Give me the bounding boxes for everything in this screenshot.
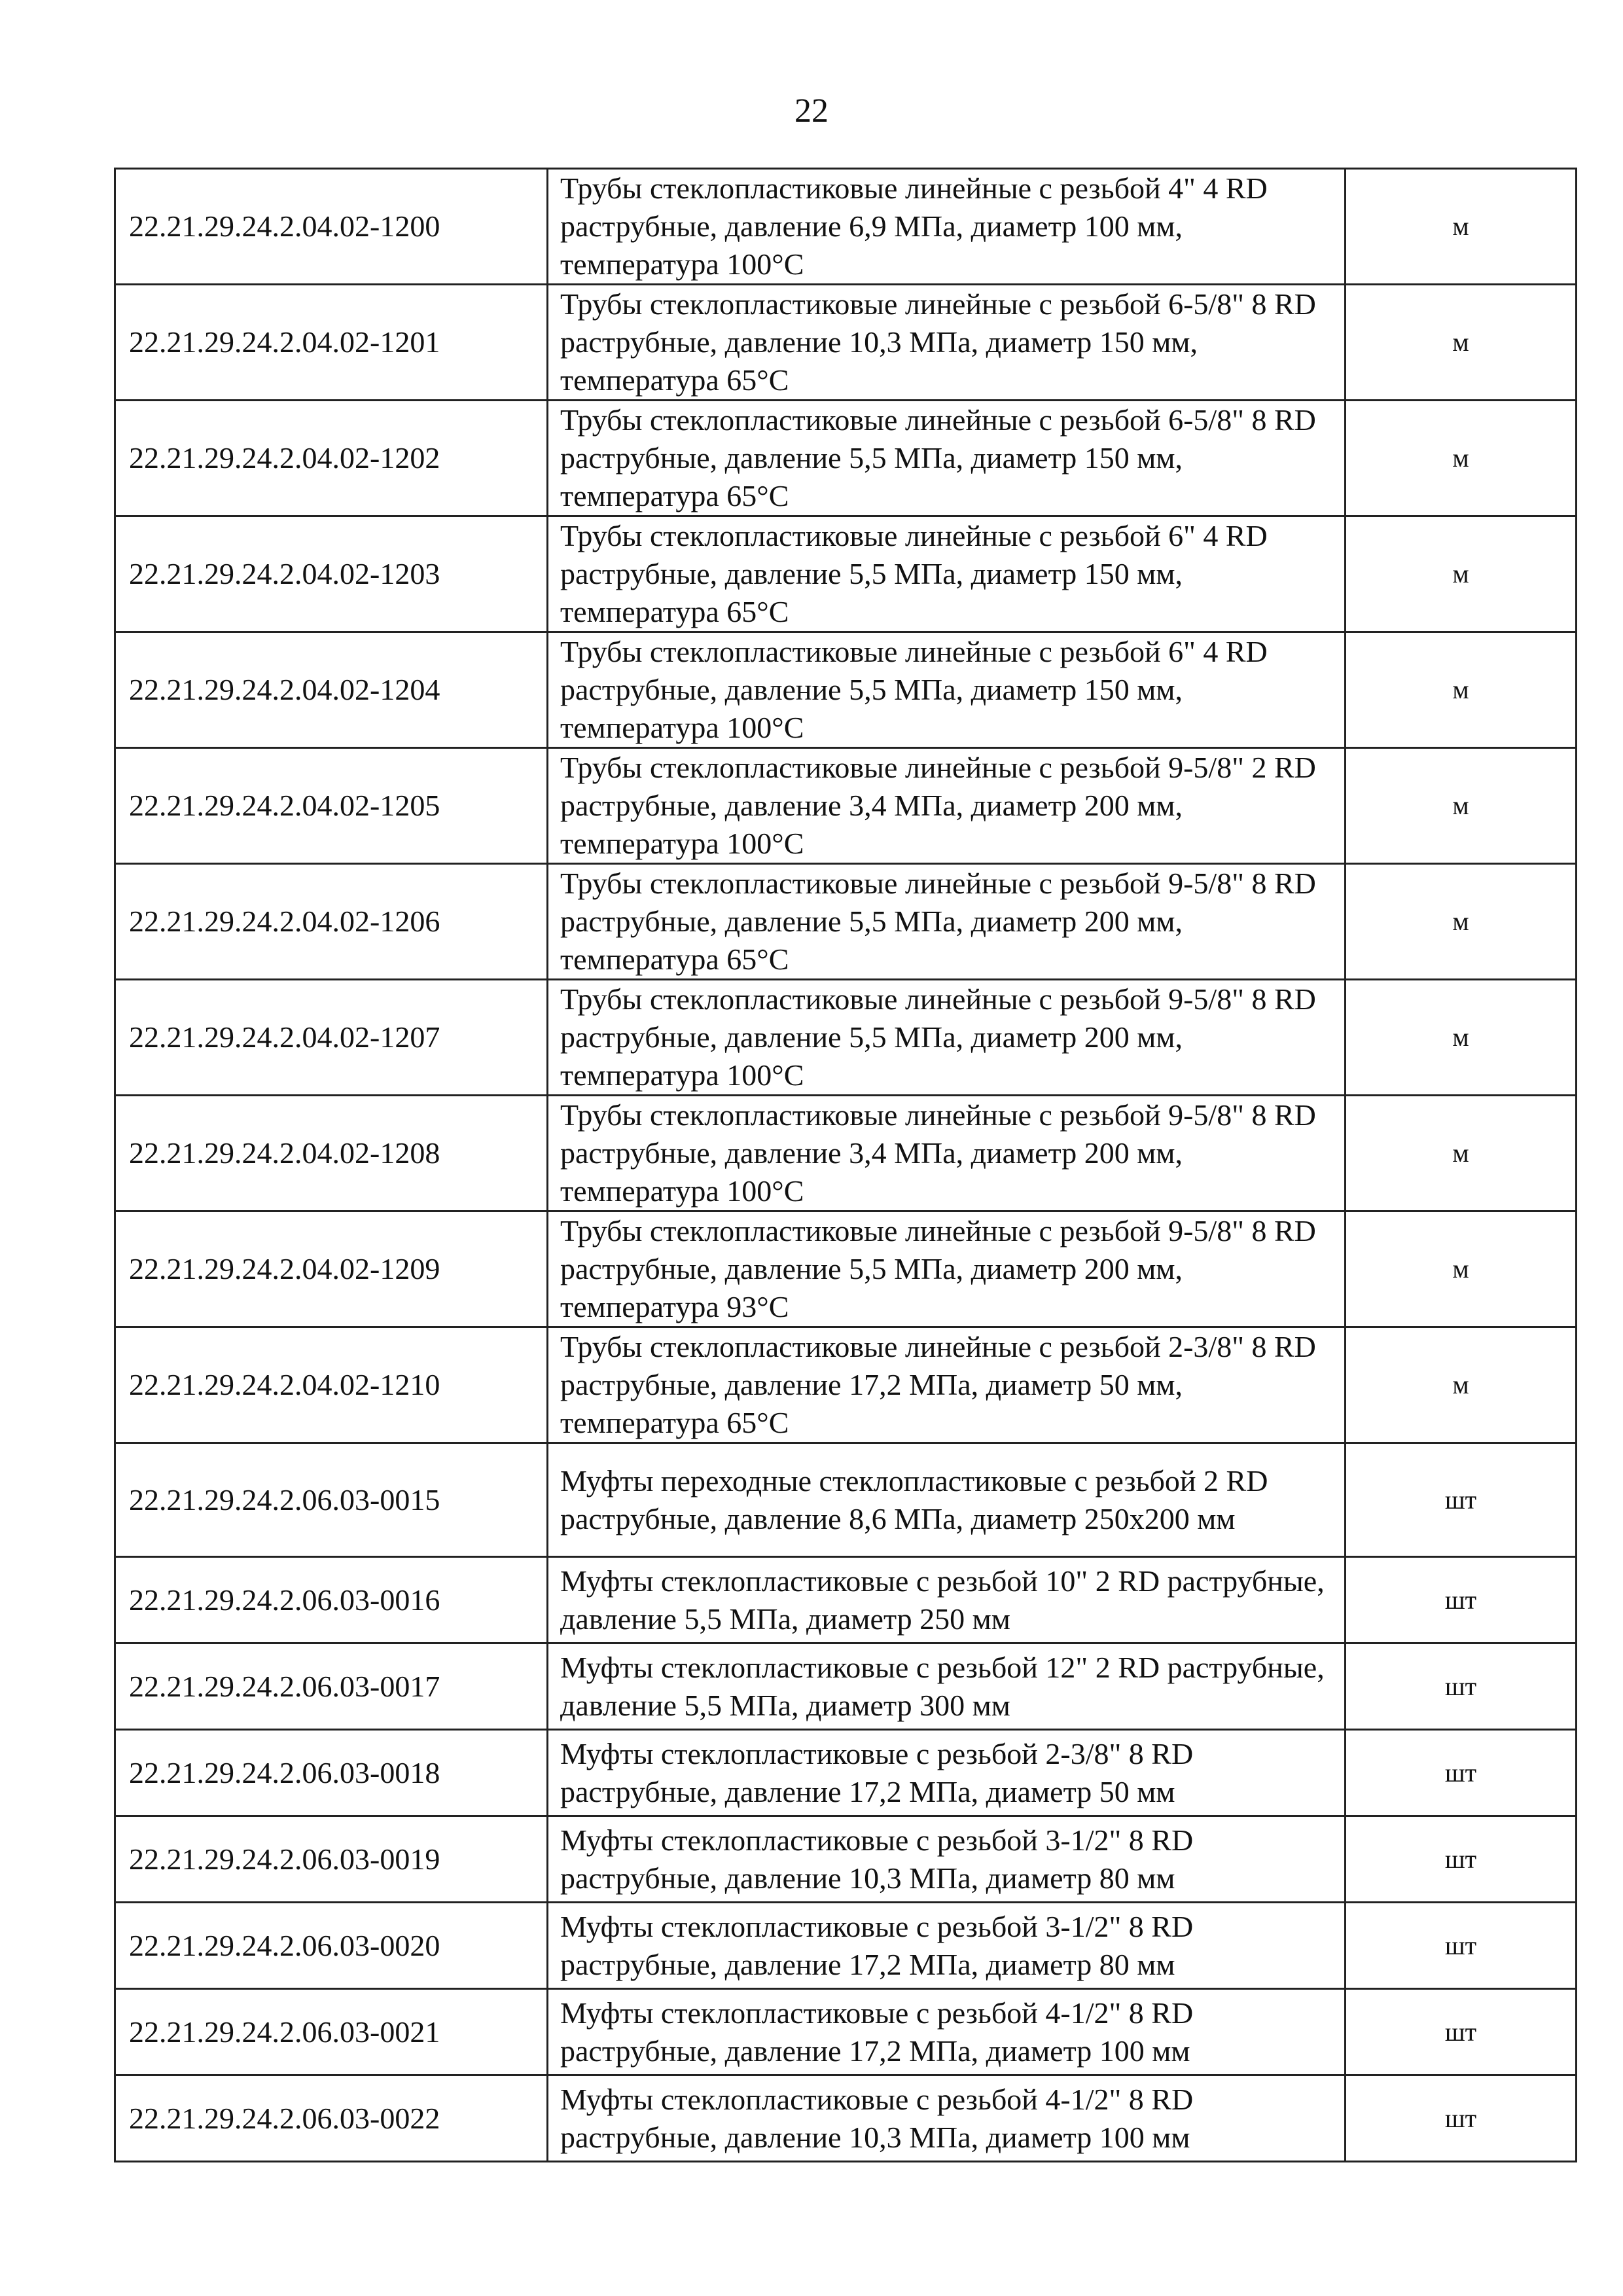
unit-cell: м (1346, 748, 1577, 864)
resource-table (114, 168, 1577, 2162)
table-row (115, 285, 1577, 401)
table-body (115, 169, 1577, 2162)
resource-code-cell: 22.21.29.24.2.06.03-0021 (115, 1989, 548, 2075)
unit-cell: м (1346, 401, 1577, 516)
unit-cell: шт (1346, 1557, 1577, 1643)
resource-description-cell: Трубы стеклопластиковые линейные с резьбой 4" 4 RD раструбные, давление 6,9 МПа, диаметр 100 мм, температура 100°С (548, 169, 1346, 285)
unit-cell: м (1346, 864, 1577, 980)
resource-description-cell: Трубы стеклопластиковые линейные с резьбой 9-5/8" 8 RD раструбные, давление 5,5 МПа, диаметр 200 мм, температура 65°С (548, 864, 1346, 980)
resource-code-cell: 22.21.29.24.2.06.03-0015 (115, 1443, 548, 1557)
table-row (115, 169, 1577, 285)
unit-cell: шт (1346, 1730, 1577, 1816)
resource-description-cell: Муфты стеклопластиковые с резьбой 12" 2 RD раструбные, давление 5,5 МПа, диаметр 300 мм (548, 1643, 1346, 1730)
resource-code-cell: 22.21.29.24.2.06.03-0020 (115, 1903, 548, 1989)
resource-description-cell: Трубы стеклопластиковые линейные с резьбой 6-5/8" 8 RD раструбные, давление 10,3 МПа, диаметр 150 мм, температура 65°С (548, 285, 1346, 401)
unit-cell: м (1346, 1211, 1577, 1327)
table-row (115, 401, 1577, 516)
resource-code-cell: 22.21.29.24.2.04.02-1204 (115, 632, 548, 748)
resource-code-cell: 22.21.29.24.2.04.02-1209 (115, 1211, 548, 1327)
unit-cell: м (1346, 285, 1577, 401)
resource-code-cell: 22.21.29.24.2.04.02-1202 (115, 401, 548, 516)
resource-description-cell: Трубы стеклопластиковые линейные с резьбой 6-5/8" 8 RD раструбные, давление 5,5 МПа, диаметр 150 мм, температура 65°С (548, 401, 1346, 516)
table-row (115, 632, 1577, 748)
resource-description-cell: Муфты стеклопластиковые с резьбой 4-1/2" 8 RD раструбные, давление 17,2 МПа, диаметр 100 мм (548, 1989, 1346, 2075)
table-row (115, 2075, 1577, 2162)
resource-description-cell: Муфты переходные стеклопластиковые с резьбой 2 RD раструбные, давление 8,6 МПа, диаметр 250x200 мм (548, 1443, 1346, 1557)
unit-cell: м (1346, 169, 1577, 285)
resource-description-cell: Муфты стеклопластиковые с резьбой 3-1/2" 8 RD раструбные, давление 17,2 МПа, диаметр 80 мм (548, 1903, 1346, 1989)
resource-description-cell: Трубы стеклопластиковые линейные с резьбой 9-5/8" 2 RD раструбные, давление 3,4 МПа, диаметр 200 мм, температура 100°С (548, 748, 1346, 864)
resource-code-cell: 22.21.29.24.2.04.02-1200 (115, 169, 548, 285)
unit-cell: м (1346, 1096, 1577, 1211)
resource-description-cell: Муфты стеклопластиковые с резьбой 3-1/2" 8 RD раструбные, давление 10,3 МПа, диаметр 80 мм (548, 1816, 1346, 1903)
table-row (115, 1096, 1577, 1211)
resource-code-cell: 22.21.29.24.2.04.02-1201 (115, 285, 548, 401)
resource-description-cell: Трубы стеклопластиковые линейные с резьбой 9-5/8" 8 RD раструбные, давление 3,4 МПа, диаметр 200 мм, температура 100°С (548, 1096, 1346, 1211)
resource-description-cell: Муфты стеклопластиковые с резьбой 2-3/8" 8 RD раструбные, давление 17,2 МПа, диаметр 50 мм (548, 1730, 1346, 1816)
resource-code-cell: 22.21.29.24.2.04.02-1208 (115, 1096, 548, 1211)
resource-description-cell: Трубы стеклопластиковые линейные с резьбой 9-5/8" 8 RD раструбные, давление 5,5 МПа, диаметр 200 мм, температура 93°С (548, 1211, 1346, 1327)
table-row (115, 980, 1577, 1096)
resource-code-cell: 22.21.29.24.2.06.03-0018 (115, 1730, 548, 1816)
resource-code-cell: 22.21.29.24.2.04.02-1206 (115, 864, 548, 980)
resource-code-cell: 22.21.29.24.2.04.02-1203 (115, 516, 548, 632)
unit-cell: шт (1346, 1643, 1577, 1730)
resource-code-cell: 22.21.29.24.2.04.02-1205 (115, 748, 548, 864)
table-row (115, 1643, 1577, 1730)
unit-cell: м (1346, 1327, 1577, 1443)
table-row (115, 1443, 1577, 1557)
resource-description-cell: Муфты стеклопластиковые с резьбой 4-1/2" 8 RD раструбные, давление 10,3 МПа, диаметр 100 мм (548, 2075, 1346, 2162)
table-row (115, 1989, 1577, 2075)
resource-code-cell: 22.21.29.24.2.06.03-0022 (115, 2075, 548, 2162)
resource-description-cell: Трубы стеклопластиковые линейные с резьбой 6" 4 RD раструбные, давление 5,5 МПа, диаметр 150 мм, температура 100°С (548, 632, 1346, 748)
resource-description-cell: Трубы стеклопластиковые линейные с резьбой 6" 4 RD раструбные, давление 5,5 МПа, диаметр 150 мм, температура 65°С (548, 516, 1346, 632)
unit-cell: м (1346, 516, 1577, 632)
unit-cell: шт (1346, 2075, 1577, 2162)
resource-description-cell: Трубы стеклопластиковые линейные с резьбой 2-3/8" 8 RD раструбные, давление 17,2 МПа, диаметр 50 мм, температура 65°С (548, 1327, 1346, 1443)
unit-cell: шт (1346, 1903, 1577, 1989)
unit-cell: шт (1346, 1443, 1577, 1557)
resource-code-cell: 22.21.29.24.2.06.03-0017 (115, 1643, 548, 1730)
table-row (115, 1327, 1577, 1443)
table-row (115, 1211, 1577, 1327)
table-row (115, 864, 1577, 980)
unit-cell: м (1346, 980, 1577, 1096)
table-row (115, 748, 1577, 864)
table-row (115, 1730, 1577, 1816)
table-row (115, 1816, 1577, 1903)
table-row (115, 1903, 1577, 1989)
resource-code-cell: 22.21.29.24.2.04.02-1210 (115, 1327, 548, 1443)
table-row (115, 1557, 1577, 1643)
resource-code-cell: 22.21.29.24.2.04.02-1207 (115, 980, 548, 1096)
resource-code-cell: 22.21.29.24.2.06.03-0019 (115, 1816, 548, 1903)
page-number: 22 (794, 92, 829, 130)
unit-cell: шт (1346, 1816, 1577, 1903)
unit-cell: м (1346, 632, 1577, 748)
resource-description-cell: Трубы стеклопластиковые линейные с резьбой 9-5/8" 8 RD раструбные, давление 5,5 МПа, диаметр 200 мм, температура 100°С (548, 980, 1346, 1096)
table-row (115, 516, 1577, 632)
resource-description-cell: Муфты стеклопластиковые с резьбой 10" 2 RD раструбные, давление 5,5 МПа, диаметр 250 мм (548, 1557, 1346, 1643)
unit-cell: шт (1346, 1989, 1577, 2075)
resource-code-cell: 22.21.29.24.2.06.03-0016 (115, 1557, 548, 1643)
